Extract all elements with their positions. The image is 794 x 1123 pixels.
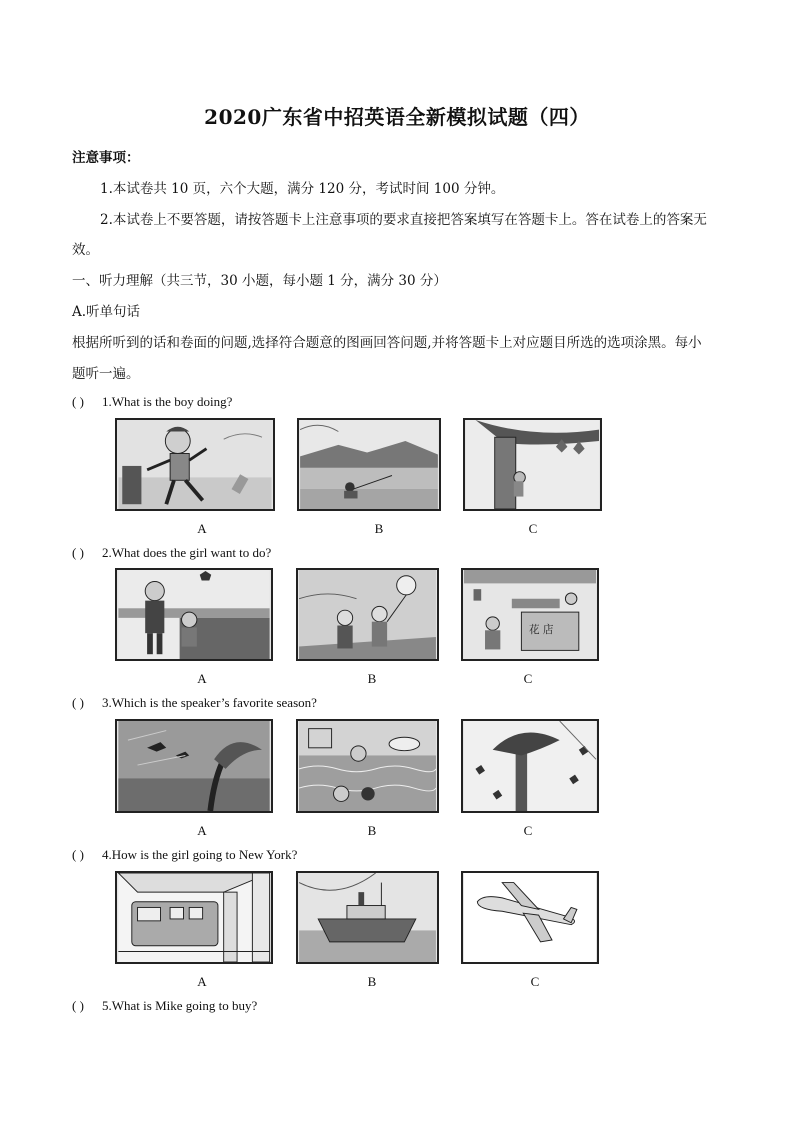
option-a-label: A bbox=[197, 974, 207, 989]
picture-airplane bbox=[461, 871, 599, 964]
part-heading: A.听单句话 bbox=[72, 304, 141, 320]
answer-blank[interactable]: ( ) bbox=[72, 695, 84, 710]
picture-autumn-tree bbox=[461, 719, 599, 813]
question-text: 3.Which is the speaker’s favorite season? bbox=[102, 695, 317, 710]
picture-boy-fishing bbox=[297, 418, 441, 511]
question-text: 2.What does the girl want to do? bbox=[102, 545, 272, 560]
option-c-label: C bbox=[530, 974, 540, 989]
picture-boy-climbing-tree bbox=[463, 418, 602, 511]
question-5 bbox=[72, 998, 257, 1014]
section-heading: 一、听力理解（共三节，30 小题，每小题 1 分，满分 30 分） bbox=[72, 273, 447, 289]
shop-sign: 花 店 bbox=[529, 624, 554, 637]
picture-boy-running bbox=[115, 418, 275, 511]
answer-blank[interactable]: ( ) bbox=[72, 545, 84, 560]
option-a-label: A bbox=[197, 671, 207, 686]
instruction: 根据所听到的话和卷面的问题,选择符合题意的图画回答问题,并将答题卡上对应题目所选的选项涂黑。每小 bbox=[72, 335, 702, 351]
answer-blank[interactable]: ( ) bbox=[72, 847, 84, 862]
instruction-cont: 题听一遍。 bbox=[72, 366, 140, 382]
notice-item-2-cont: 效。 bbox=[72, 242, 99, 258]
option-b-label: B bbox=[367, 974, 377, 989]
picture-train bbox=[115, 871, 273, 964]
picture-girl-picking-flowers bbox=[115, 568, 273, 661]
option-c-label: C bbox=[523, 671, 533, 686]
question-text: 5.What is Mike going to buy? bbox=[102, 998, 258, 1013]
picture-flower-shop bbox=[461, 568, 599, 661]
option-a-label: A bbox=[197, 823, 207, 838]
question-3 bbox=[72, 695, 317, 711]
notice-item-1: 1.本试卷共 10 页，六个大题，满分 120 分，考试时间 100 分钟。 bbox=[100, 181, 505, 197]
exam-title: 2020广东省中招英语全新模拟试题（四） bbox=[204, 105, 590, 129]
question-2 bbox=[72, 545, 271, 561]
picture-ship bbox=[296, 871, 439, 964]
option-b-label: B bbox=[367, 671, 377, 686]
question-1 bbox=[72, 394, 232, 410]
question-text: 1.What is the boy doing? bbox=[102, 394, 233, 409]
picture-girls-flying-kite bbox=[296, 568, 439, 661]
option-a-label: A bbox=[197, 521, 207, 536]
option-c-label: C bbox=[523, 823, 533, 838]
answer-blank[interactable]: ( ) bbox=[72, 998, 84, 1013]
question-4 bbox=[72, 847, 297, 863]
notice-heading: 注意事项： bbox=[72, 150, 140, 166]
option-c-label: C bbox=[528, 521, 538, 536]
option-b-label: B bbox=[367, 823, 377, 838]
question-text: 4.How is the girl going to New York? bbox=[102, 847, 298, 862]
picture-windy-season bbox=[115, 719, 273, 813]
picture-summer-swimming bbox=[296, 719, 439, 813]
notice-item-2: 2.本试卷上不要答题，请按答题卡上注意事项的要求直接把答案填写在答题卡上。答在试卷上的答案无 bbox=[100, 212, 707, 228]
option-b-label: B bbox=[374, 521, 384, 536]
answer-blank[interactable]: ( ) bbox=[72, 394, 84, 409]
